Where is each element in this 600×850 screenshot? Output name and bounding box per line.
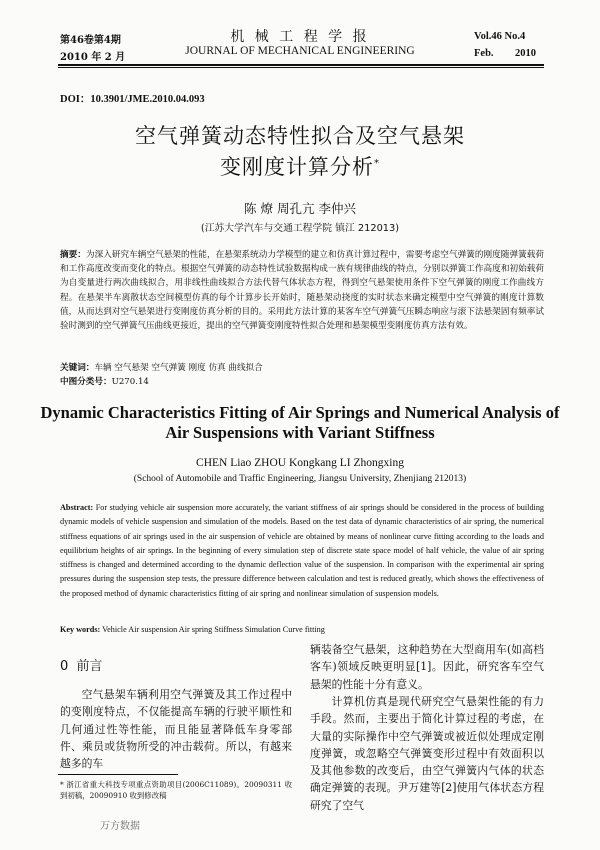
abstract-cn: 摘要：为深入研究车辆空气悬架的性能，在悬架系统动力学模型的建立和仿真计算过程中，需要考虑空气弹簧的刚度随弹簧载荷和工作高度改变而变化的特点。根据空气弹簧的动态特性试验数据构成一族有规律曲线的特点，分别以弹簧工作高度和初始载荷为自变量进行两次曲线拟合，用非线性曲线拟合方法代替气体状态方程，得到空气悬架使用条件下空气弹簧的刚度工作曲线方程。在悬架半车离散状态空间模型仿真的每个计算步长开始时，随悬架动挠度的实时状态来确定模型中空气弹簧的刚度计算数值，从而达到对空气悬架进行变刚度仿真分析的目的。采用此方法计算的某客车空气弹簧气压瞬态响应与滚下法悬架固有频率试验时测到的空气弹簧气压曲线更接近，提出的空气弹簧变刚度特性拟合处理和悬架模型变刚度仿真方法有效。 [60, 250, 544, 332]
clc-number: 中图分类号：U270.14 [60, 377, 149, 387]
title-en-line2: Air Suspensions with Variant Stiffness [165, 423, 435, 442]
journal-name-cn: 机 械 工 程 学 报 [230, 29, 370, 45]
keywords-cn: 关键词：车辆 空气悬架 空气弹簧 刚度 仿真 曲线拟合 [60, 363, 263, 373]
authors-cn: 陈 燎 周孔亢 李仲兴 [244, 201, 356, 216]
header-rule [58, 64, 544, 66]
watermark: 万方数据 [100, 821, 140, 832]
month-en: Feb. [474, 48, 494, 59]
abstract-en-label: Abstract: [60, 503, 94, 512]
authors-en: CHEN Liao ZHOU Kongkang LI Zhongxing [196, 457, 404, 469]
abstract-cn-label: 摘要： [60, 250, 86, 260]
affiliation-cn: (江苏大学汽车与交通工程学院 镇江 212013) [200, 223, 400, 234]
left-column-text: 空气悬架车辆利用空气弹簧及其工作过程中的变刚度特点，不仅能提高车辆的行驶平顺性和几何通过性等性能，而且能显著降低车身零部件、乘员或货物所受的冲击载荷。所以，有越来越多的车 [60, 688, 292, 771]
section-heading: 0 前言 [60, 659, 103, 674]
footnote: * 浙江省重大科技专项重点资助项目(2006C11089)。20090311 收到初稿，20090910 收到修改稿 [60, 780, 292, 800]
title-en-line1: Dynamic Characteristics Fitting of Air Springs and Numerical Analysis of [40, 403, 560, 422]
journal-name-en: JOURNAL OF MECHANICAL ENGINEERING [185, 45, 415, 57]
footnote-rule [58, 774, 178, 775]
right-column-para1: 辆装备空气悬架，这种趋势在大型商用车(如高档客车)领域反映更明显[1]。因此，研究客车空气悬架的性能十分有意义。 [310, 643, 544, 691]
volume-issue-cn: 第46卷第4期 [60, 35, 121, 46]
title-cn-line1: 空气弹簧动态特性拟合及空气悬架 [135, 124, 465, 148]
right-column-para2: 计算机仿真是现代研究空气悬架性能的有力手段。然而，主要出于简化计算过程的考虑，在大量的实际操作中空气弹簧或被近似处理成定刚度弹簧，或忽略空气弹簧变形过程中有效面积以及其他参数的改变后，由空气弹簧内气体的状态确定弹簧的表现。尹万建等[2]使用气体状态方程研究了空气 [310, 695, 544, 812]
date-cn: 2010 年 2 月 [60, 52, 126, 63]
title-cn-line2: 变刚度计算分析* [220, 155, 380, 179]
volume-issue-en: Vol.46 No.4 [474, 31, 526, 42]
affiliation-en: (School of Automobile and Traffic Engineering, Jiangsu University, Zhenjiang 212013) [133, 474, 467, 484]
title-footnote-mark: * [374, 158, 380, 169]
abstract-en: Abstract: For studying vehicle air suspension more accurately, the variant stiffness of air springs should be considered in the process of building dynamic models of vehicle suspension and simulation of the models. Based on the test data of dynamic characteristics of air spring, the numerical stiffness equations of air springs used in the air suspension of vehicle are obtained by means of nonlinear curve fitting according to the loads and equilibrium heights of air springs. In the beginning of every simulation step of discrete state space model of half vehicle, the value of air spring stiffness is changed and determined according to the dynamic deflection value of the suspension. In comparison with the experimental air spring pressures during the suspension step tests, the pressure difference between calculation and test is reduced greatly, which shows the effectiveness of the proposed method of dynamic characteristics fitting of air spring and nonlinear simulation of suspension models. [60, 503, 545, 598]
year-en: 2010 [515, 48, 536, 59]
doi: DOI：10.3901/JME.2010.04.093 [60, 94, 205, 105]
keywords-en: Key words: Vehicle Air suspension Air spring Stiffness Simulation Curve fitting [60, 625, 325, 634]
header-rule-thin [58, 67, 544, 68]
